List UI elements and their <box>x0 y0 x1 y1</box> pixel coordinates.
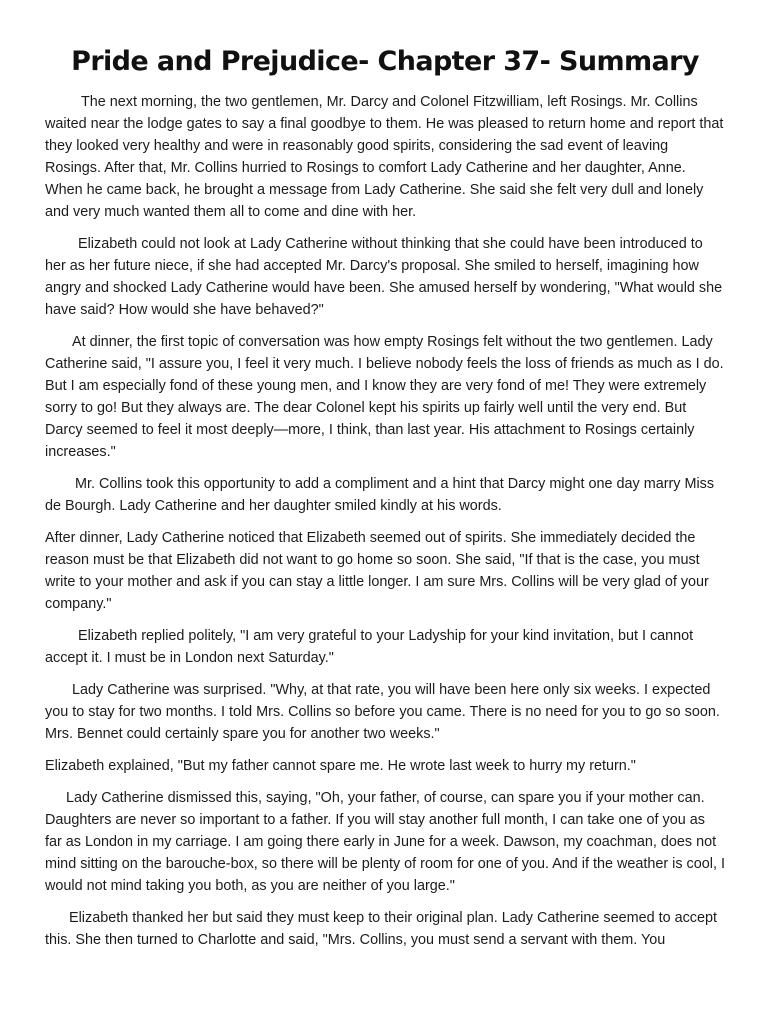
paragraph-4: Mr. Collins took this opportunity to add a compliment and a hint that Darcy might one day marry Miss de Bourgh. Lady Catherine and her daughter smiled kindly at his words. <box>45 476 715 514</box>
document-body <box>45 91 725 951</box>
paragraph-3: At dinner, the first topic of conversation was how empty Rosings felt without the two gentlemen. Lady Catherine said, "I assure you, I feel it very much. I believe nobody feels the loss of friends as much as I do. But I am especially fond of these young men, and I know they are very fond of me! They were extremely sorry to go! But they always are. The dear Colonel kept his spirits up fairly well until the very end. But Darcy seemed to feel it most deeply—more, I think, than last year. His attachment to Rosings certainly increases." <box>45 334 724 460</box>
paragraph-6: Elizabeth replied politely, "I am very grateful to your Ladyship for your kind invitation, but I cannot accept it. I must be in London next Saturday." <box>45 628 694 666</box>
paragraph-8: Elizabeth explained, "But my father cannot spare me. He wrote last week to hurry my return." <box>45 758 636 774</box>
paragraph-9: Lady Catherine dismissed this, saying, "Oh, your father, of course, can spare you if your mother can. Daughters are never so important to a father. If you will stay another full month, I can take one of you as far as London in my carriage. I am going there early in June for a week. Dawson, my coachman, does not mind sitting on the barouche-box, so there will be plenty of room for one of you. And if the weather is cool, I would not mind taking you both, as you are neither of you large." <box>45 790 725 894</box>
paragraph-2: Elizabeth could not look at Lady Catherine without thinking that she could have been introduced to her as her future niece, if she had accepted Mr. Darcy's proposal. She smiled to herself, imagining how angry and shocked Lady Catherine would have been. She amused herself by wondering, "What would she have said? How would she have behaved?" <box>45 236 723 318</box>
document-title: Pride and Prejudice- Chapter 37- Summary <box>71 46 699 77</box>
paragraph-5: After dinner, Lady Catherine noticed that Elizabeth seemed out of spirits. She immediately decided the reason must be that Elizabeth did not want to go home so soon. She said, "If that is the case, you must write to your mother and ask if you can stay a little longer. I am sure Mrs. Collins will be very glad of your company." <box>45 530 709 612</box>
paragraph-1: The next morning, the two gentlemen, Mr. Darcy and Colonel Fitzwilliam, left Rosings. Mr. Collins waited near the lodge gates to say a final goodbye to them. He was pleased to return home and report that they looked very healthy and were in reasonably good spirits, considering the sad event of leaving Rosings. After that, Mr. Collins hurried to Rosings to comfort Lady Catherine and her daughter, Anne. When he came back, he brought a message from Lady Catherine. She said she felt very dull and lonely and very much wanted them all to come and dine with her. <box>45 94 724 220</box>
document-page <box>45 46 725 961</box>
paragraph-10: Elizabeth thanked her but said they must keep to their original plan. Lady Catherine seemed to accept this. She then turned to Charlotte and said, "Mrs. Collins, you must send a servant with them. You <box>45 910 717 948</box>
paragraph-7: Lady Catherine was surprised. "Why, at that rate, you will have been here only six weeks. I expected you to stay for two months. I told Mrs. Collins so before you came. There is no need for you to go so soon. Mrs. Bennet could certainly spare you for another two weeks." <box>45 682 720 742</box>
